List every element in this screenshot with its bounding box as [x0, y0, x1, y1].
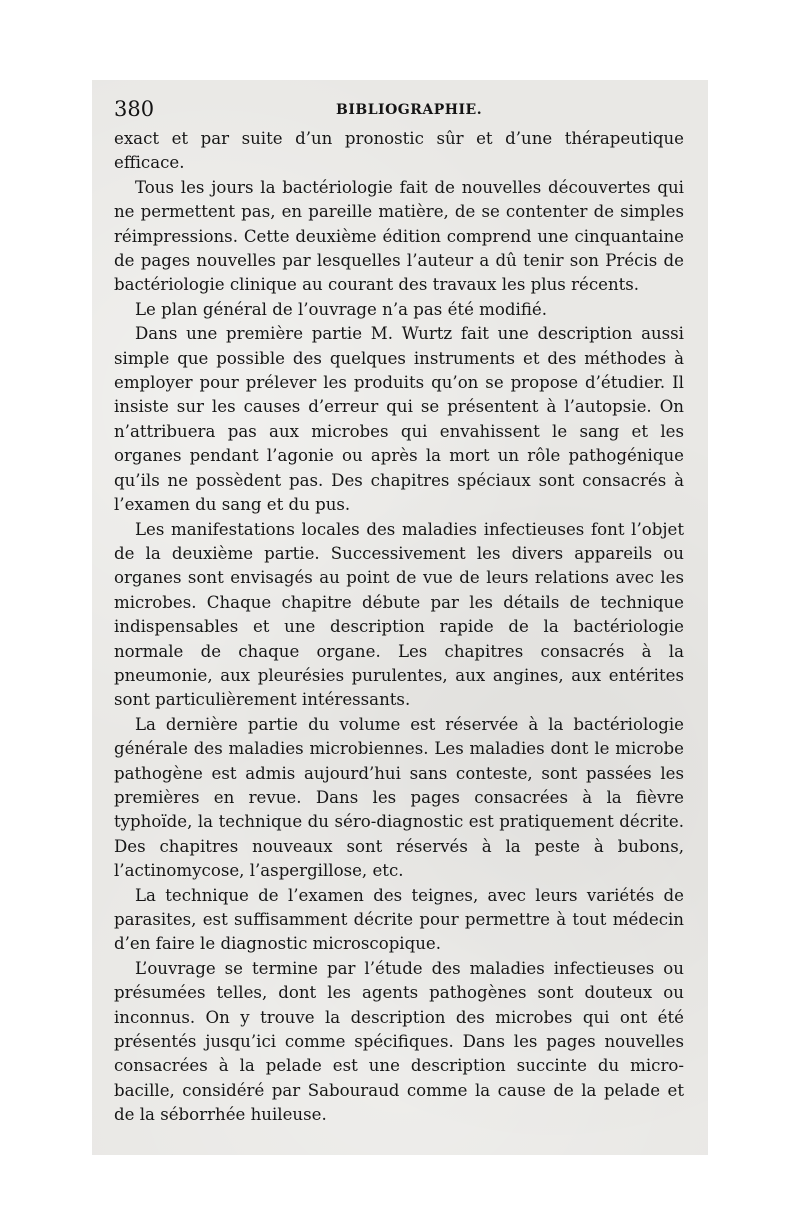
- paragraph-new-discoveries: Tous les jours la bactériologie fait de nouvelles découvertes qui ne permettent pas, en pareille matière, de se contenter de simples réimpressions. Cette deuxième édition comprend une cinquantaine de pages nouvelles par lesquelles l’auteur a dû tenir son Précis de bactériologie clinique au courant des travaux les plus récents.: [114, 177, 684, 295]
- paragraph-second-part: Les manifestations locales des maladies infectieuses font l’objet de la deuxième partie. Successivement les divers appareils ou organes sont envisagés au point de vue de leurs relations avec les microbes. Chaque chapitre débute par les détails de technique indispensables et une description rapide de la bactériologie normale de chaque organe. Les chapitres consacrés à la pneumonie, aux pleurésies purulentes, aux angines, aux entérites sont particulièrement intéressants.: [114, 519, 684, 710]
- paragraph-first-part: Dans une première partie M. Wurtz fait une description aussi simple que possible des quelques instruments et des méthodes à employer pour prélever les produits qu’on se propose d’étudier. Il insiste sur les causes d’erreur qui se présentent à l’autopsie. On n’attribuera pas aux microbes qui envahissent le sang et les organes pendant l’agonie ou après la mort un rôle pathogénique qu’ils ne possèdent pas. Des chapitres spéciaux sont consacrés à l’examen du sang et du pus.: [114, 324, 684, 515]
- running-title: BIBLIOGRAPHIE.: [336, 102, 483, 118]
- paragraph-continuation: exact et par suite d’un pronostic sûr et d’une thérapeutique efficace.: [114, 129, 684, 173]
- page-header: [114, 94, 678, 124]
- paragraph-ringworm: La technique de l’examen des teignes, avec leurs variétés de parasites, est suffisamment décrite pour permettre à tout médecin d’en faire le diagnostic microscopique.: [114, 885, 684, 954]
- page-number: 380: [114, 97, 155, 121]
- paragraph-general-plan: Le plan général de l’ouvrage n’a pas été modifié.: [135, 299, 547, 319]
- paragraph-conclusion: L’ouvrage se termine par l’étude des maladies infectieuses ou présumées telles, dont les agents pathogènes sont douteux ou inconnus. On y trouve la description des microbes qui ont été présentés jusqu’ici comme spécifiques. Dans les pages nouvelles consacrées à la pelade est une description succinte du micro-bacille, considéré par Sabouraud comme la cause de la pelade et de la séborrhée huileuse.: [114, 958, 684, 1125]
- paragraph-last-part: La dernière partie du volume est réservée à la bactériologie générale des maladies microbiennes. Les maladies dont le microbe pathogène est admis aujourd’hui sans conteste, sont passées les premières en revue. Dans les pages consacrées à la fièvre typhoïde, la technique du séro-diagnostic est pratiquement décrite. Des chapitres nouveaux sont réservés à la peste à bubons, l’actinomycose, l’aspergillose, etc.: [114, 714, 684, 881]
- body-text: [114, 127, 684, 1128]
